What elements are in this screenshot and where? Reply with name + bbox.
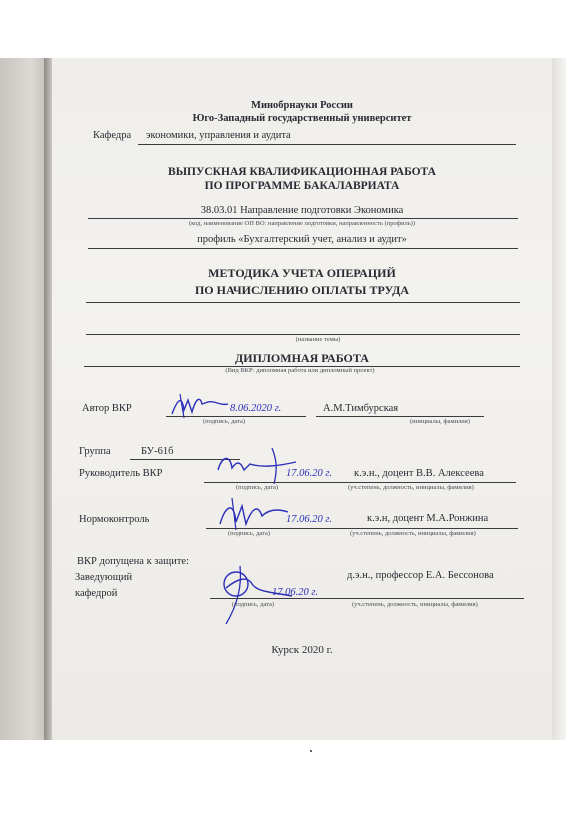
department-label: Кафедра <box>93 130 132 141</box>
author-name: А.М.Тимбурская <box>323 403 399 414</box>
city-year: Курск 2020 г. <box>271 644 333 656</box>
normcontrol-sign-underline <box>206 528 346 529</box>
author-sign-underline <box>166 416 306 417</box>
author-date: 8.06.2020 г. <box>230 403 282 414</box>
university-heading: Юго-Западный государственный университет <box>192 113 412 124</box>
topic-caption: (название темы) <box>295 336 341 343</box>
page-edge <box>552 58 566 740</box>
normcontrol-sign-caption: (подпись, дата) <box>228 530 271 537</box>
normcontrol-value: к.э.н, доцент М.А.Ронжина <box>367 513 489 524</box>
profile-underline <box>88 248 518 249</box>
author-name-underline <box>316 416 484 417</box>
supervisor-value-underline <box>344 482 516 483</box>
ministry-heading: Минобрнауки России <box>251 100 353 111</box>
direction-text: 38.03.01 Направление подготовки Экономика <box>200 205 404 216</box>
group-label: Группа <box>79 446 111 457</box>
admission-value: д.э.н., профессор Е.А. Бессонова <box>347 570 494 581</box>
normcontrol-value-caption: (уч.степень, должность, инициалы, фамилия) <box>350 530 476 537</box>
profile-text: профиль «Бухгалтерский учет, анализ и аудит» <box>197 234 407 245</box>
normcontrol-value-underline <box>346 528 518 529</box>
supervisor-sign-caption: (подпись, дата) <box>236 484 279 491</box>
admission-value-caption: (уч.степень, должность, инициалы, фамилия) <box>352 601 478 608</box>
topic-line-1: МЕТОДИКА УЧЕТА ОПЕРАЦИЙ <box>208 266 396 280</box>
admission-sign-caption: (подпись, дата) <box>232 601 275 608</box>
supervisor-date: 17.06.20 г. <box>286 468 332 479</box>
normcontrol-label: Нормоконтроль <box>79 514 150 525</box>
admission-head-line-1: Заведующий <box>75 572 133 583</box>
page-dot <box>310 750 312 752</box>
topic-line-2: ПО НАЧИСЛЕНИЮ ОПЛАТЫ ТРУДА <box>194 283 410 297</box>
admission-value-underline <box>346 598 524 599</box>
title-page-sheet <box>52 58 560 740</box>
direction-underline <box>88 218 518 219</box>
author-name-caption: (инициалы, фамилия) <box>410 418 470 425</box>
work-title-line-2: ПО ПРОГРАММЕ БАКАЛАВРИАТА <box>204 180 400 192</box>
work-type-caption: (Вид ВКР: дипломная работа или дипломный проект) <box>225 367 375 374</box>
admission-head-line-2: кафедрой <box>75 588 118 599</box>
work-type: ДИПЛОМНАЯ РАБОТА <box>235 351 369 365</box>
topic-underline-2 <box>86 334 520 335</box>
group-value: БУ-61б <box>141 446 174 457</box>
supervisor-label: Руководитель ВКР <box>79 468 163 479</box>
author-sign-caption: (подпись, дата) <box>203 418 246 425</box>
admission-sign-underline <box>210 598 346 599</box>
work-title-line-1: ВЫПУСКНАЯ КВАЛИФИКАЦИОННАЯ РАБОТА <box>168 166 436 178</box>
normcontrol-date: 17.06.20 г. <box>286 514 332 525</box>
department-value: экономики, управления и аудита <box>146 130 291 141</box>
supervisor-value-caption: (уч.степень, должность, инициалы, фамилия) <box>348 484 474 491</box>
admission-date: 17.06.20 г. <box>272 587 318 598</box>
supervisor-value: к.э.н., доцент В.В. Алексеева <box>354 468 484 479</box>
direction-caption: (код, наименование ОП ВО: направление подготовки, направленность (профиль)) <box>189 220 415 227</box>
topic-underline-1 <box>86 302 520 303</box>
department-underline <box>138 144 516 145</box>
supervisor-sign-underline <box>204 482 344 483</box>
author-label: Автор ВКР <box>82 403 132 414</box>
admission-label: ВКР допущена к защите: <box>77 556 189 567</box>
